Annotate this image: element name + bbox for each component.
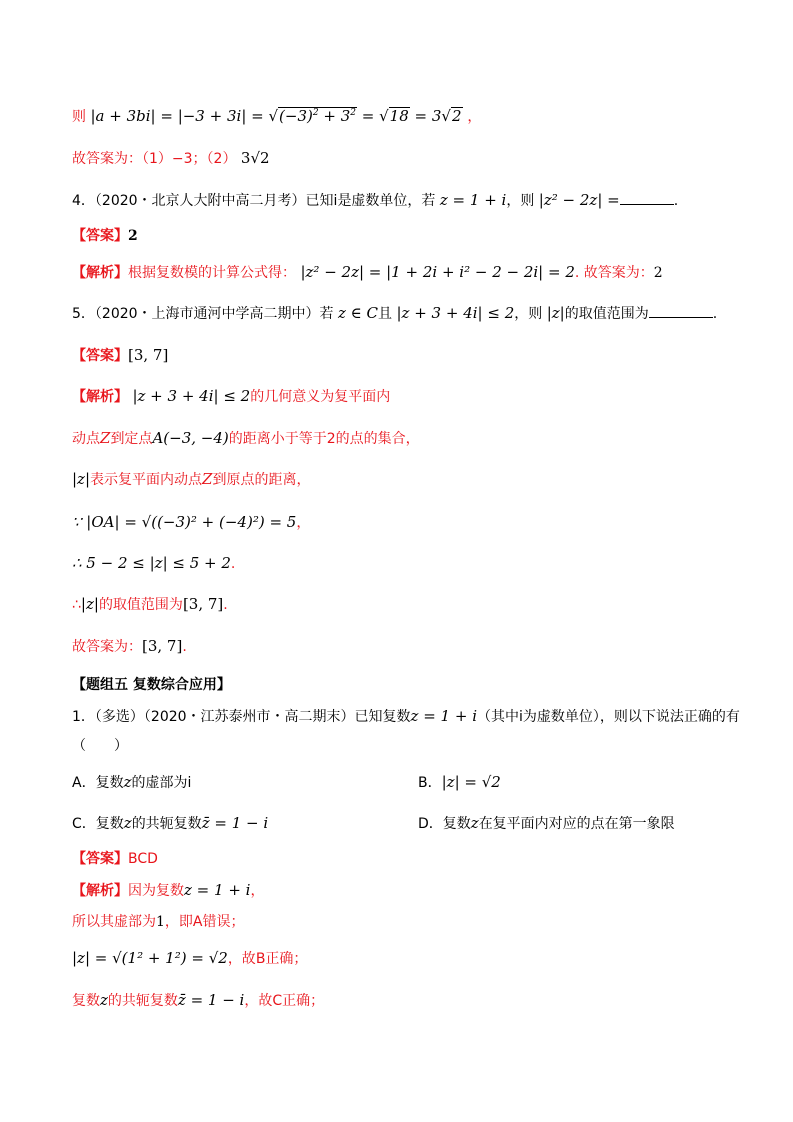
answer-label: 【答案】 [72, 348, 128, 364]
analysis-line-6 [72, 594, 228, 615]
question-5-math-2: |z + 3 + 4i| ≤ 2 [396, 304, 515, 322]
option-a-label: A．复数 [72, 775, 124, 791]
text-b: 到定点 [110, 431, 153, 447]
inequality-formula: ∴ 5 − 2 ≤ |z| ≤ 5 + 2 [72, 554, 231, 572]
analysis-value: 2 [653, 265, 663, 281]
question-5-answer [72, 345, 168, 366]
imaginary-unit: i [519, 709, 523, 725]
answer-summary-text: 故答案为：（1）−3；（2） [72, 151, 237, 167]
variable-z: z [100, 991, 108, 1009]
text-a: 复数 [72, 993, 100, 1009]
line-end: . [230, 556, 236, 572]
answer-summary-line [72, 148, 270, 169]
option-c-label: C．复数 [72, 816, 124, 832]
question-5-text-b: 且 [378, 306, 393, 322]
text-d: 正确； [282, 993, 325, 1009]
section-analysis-line-2 [72, 912, 245, 932]
question-text-c: 为虚数单位），则以下说法正确的有 [522, 709, 740, 725]
option-a-text: 的虚部为 [131, 775, 188, 791]
option-d-text: 在复平面内对应的点在第一象限 [478, 816, 675, 832]
line-end: ， [250, 883, 265, 899]
analysis-text: 根据复数模的计算公式得： [128, 265, 296, 281]
text-c: ，故 [244, 993, 273, 1009]
prefix-text: 则 [72, 109, 86, 125]
modulus-z: |z| [72, 470, 91, 488]
answer-summary-math: 3√2 [240, 149, 270, 167]
question-5-text-d: 的取值范围为 [564, 306, 649, 322]
option-ref: C [272, 993, 283, 1009]
analysis-line-4 [72, 512, 310, 533]
answer-value: [3, 7] [128, 346, 169, 364]
option-d-label: D．复数 [418, 816, 471, 832]
distance-number: 2 [326, 431, 336, 447]
analysis-text: 的几何意义为复平面内 [250, 389, 391, 405]
text-a: 所以其虚部为 [72, 914, 156, 930]
range-value: [3, 7] [182, 595, 224, 613]
answer-summary-text: 故答案为： [72, 639, 142, 655]
analysis-line-3 [72, 469, 310, 490]
answer-value: 2 [128, 228, 138, 244]
question-math: z = 1 + i [410, 707, 477, 725]
question-5-analysis [72, 386, 390, 407]
question-4-answer [72, 226, 138, 246]
text-b: 的取值范围为 [98, 597, 183, 613]
question-5-text: 5．（2020・上海市通河中学高二期中）若 [72, 306, 334, 322]
question-5 [72, 303, 717, 324]
analysis-line-2 [72, 428, 420, 449]
range-value: [3, 7] [142, 637, 183, 655]
analysis-label: 【解析】 [72, 883, 128, 899]
analysis-label: 【解析】 [72, 389, 128, 405]
text-a: ，故 [227, 951, 256, 967]
line-end: . [182, 639, 187, 655]
option-c-math: z̄ = 1 − i [201, 814, 269, 832]
text-c: 错误； [202, 914, 245, 930]
question-4 [72, 190, 678, 211]
analysis-math: z = 1 + i [184, 881, 251, 899]
point-a: A(−3, −4) [152, 429, 229, 447]
suffix-text: ， [467, 109, 482, 125]
option-d-z: z [470, 814, 479, 832]
answer-label: 【答案】 [72, 851, 128, 867]
line-end: . [223, 597, 228, 613]
question-text: 1．（多选）（2020・江苏泰州市・高二期末）已知复数 [72, 709, 411, 725]
text-b: 到原点的距离， [212, 472, 311, 488]
question-4-math-1: z = 1 + i [439, 191, 507, 209]
section-question-1-analysis [72, 880, 264, 901]
point-z: Z [202, 470, 213, 488]
text-a: 动点 [72, 431, 100, 447]
option-a-i: i [187, 775, 192, 791]
conjugate-formula: z̄ = 1 − i [177, 991, 245, 1009]
option-c-z: z [123, 814, 132, 832]
modulus-result-line [72, 106, 481, 127]
option-b-label: B． [418, 775, 442, 791]
option-a-z: z [123, 773, 132, 791]
question-4-end: . [673, 193, 679, 209]
option-row-cd [72, 813, 675, 834]
question-5-end: . [712, 306, 718, 322]
question-5-text-c: ，则 [514, 306, 543, 322]
imaginary-unit: i [333, 193, 338, 209]
question-text-b: （其中 [477, 709, 519, 725]
text-c: 的距离小于等于 [228, 431, 327, 447]
modulus-z: |z| [80, 595, 99, 613]
option-d [418, 813, 675, 834]
question-4-analysis [72, 262, 663, 283]
question-4-text-c: ，则 [506, 193, 535, 209]
section-title: 【题组五 复数综合应用】 [72, 677, 231, 693]
therefore-symbol: ∴ [72, 597, 81, 613]
answer-blank [620, 190, 674, 205]
section-analysis-line-3 [72, 948, 307, 969]
analysis-math: |z² − 2z| = |1 + 2i + i² − 2 − 2i| = 2 [300, 263, 575, 281]
answer-blank [649, 303, 713, 318]
line-end: ， [296, 515, 311, 531]
answer-label: 【答案】 [72, 228, 128, 244]
option-b-math: |z| = √2 [441, 773, 501, 791]
analysis-line-5 [72, 553, 235, 574]
text-a: 表示复平面内动点 [90, 472, 203, 488]
option-c [72, 816, 268, 832]
answer-value: BCD [128, 851, 158, 867]
oa-distance-formula: ∵ |OA| = √((−3)² + (−4)²) = 5 [72, 513, 297, 531]
option-b [418, 772, 501, 793]
option-c-text: 的共轭复数 [131, 816, 202, 832]
section-question-1 [72, 706, 740, 727]
point-z: Z [100, 429, 111, 447]
section-question-1-answer [72, 849, 158, 869]
answer-parentheses: （ ） [72, 738, 128, 754]
option-ref: B [255, 951, 266, 967]
analysis-text: 因为复数 [128, 883, 184, 899]
option-ref: A [192, 914, 203, 930]
analysis-label: 【解析】 [72, 265, 128, 281]
section-analysis-line-4 [72, 990, 324, 1011]
imaginary-part-value: 1 [156, 914, 165, 930]
modulus-formula: |z| = √(1² + 1²) = √2 [72, 949, 228, 967]
question-4-text-b: 是虚数单位，若 [337, 193, 436, 209]
option-row-ab [72, 772, 501, 793]
question-4-math-2: |z² − 2z| = [538, 191, 620, 209]
text-d: 的点的集合， [335, 431, 420, 447]
analysis-math: |z + 3 + 4i| ≤ 2 [132, 387, 251, 405]
modulus-formula: $|a + 3bi| = |-3 + 3i| = √(-3)^2 + 3^2 = √18 = 3√2$ [90, 107, 462, 125]
question-4-text: 4．（2020・北京人大附中高二月考）已知 [72, 193, 334, 209]
question-5-math-3: |z| [546, 304, 565, 322]
analysis-line-7 [72, 636, 187, 657]
text-b: 正确； [265, 951, 308, 967]
question-5-math-1: z ∈ C [338, 304, 379, 322]
analysis-tail: . 故答案为： [574, 265, 654, 281]
text-b: 的共轭复数 [107, 993, 178, 1009]
text-b: ，即 [164, 914, 193, 930]
option-a [72, 775, 191, 791]
